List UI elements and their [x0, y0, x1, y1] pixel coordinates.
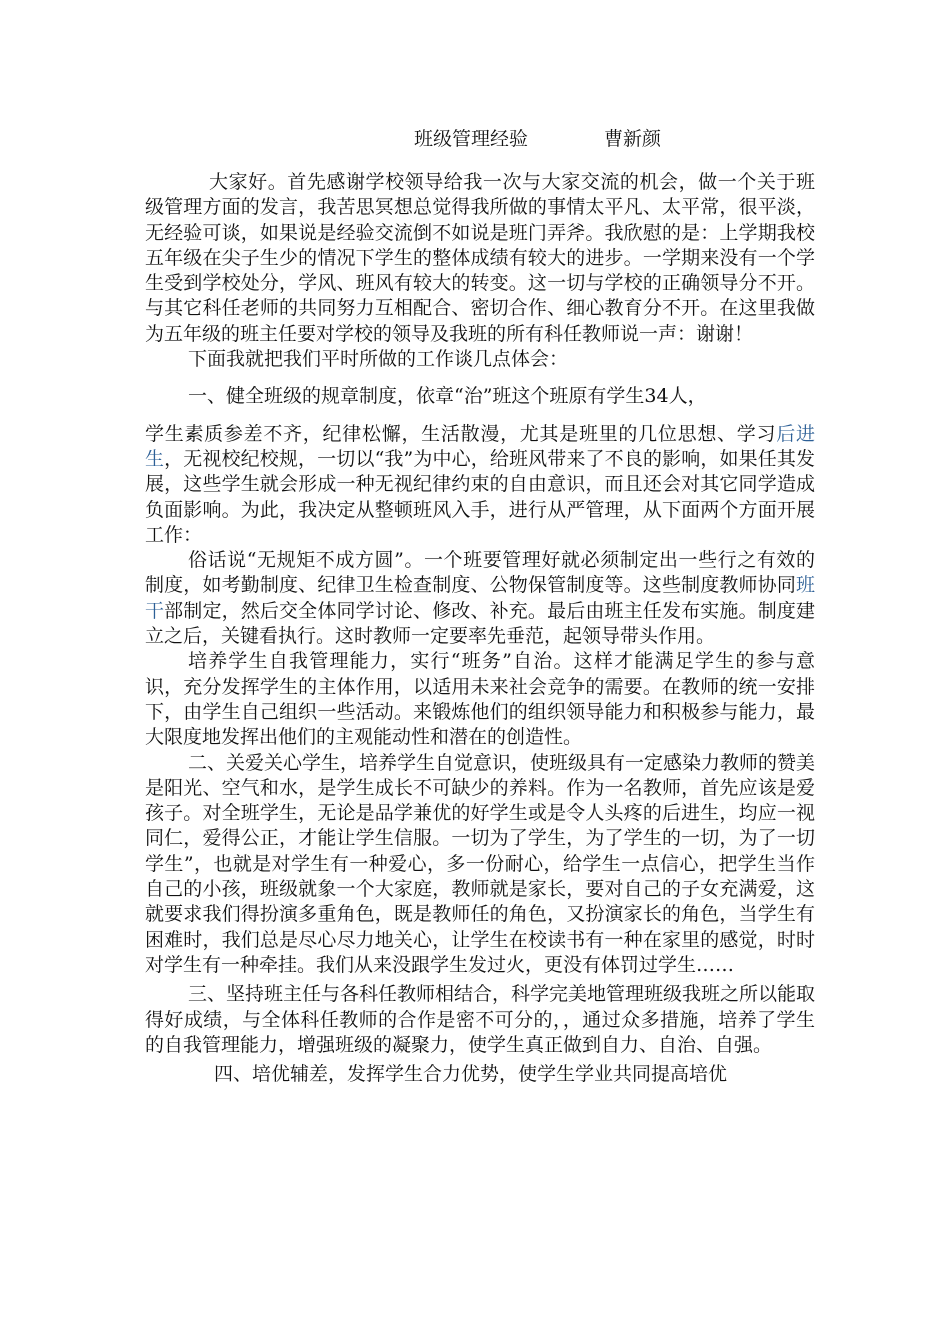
paragraph-self-management: 培养学生自我管理能力，实行“班务”自治。这样才能满足学生的参与意识，充分发挥学生的主体作用，以适用未来社会竞争的需要。在教师的统一安排下，由学生自己组织一些活动。来锻炼他们的组织领导能力和积极参与能力，最大限度地发挥出他们的主观能动性和潜在的创造性。 [145, 650, 815, 749]
paragraph-rules [145, 548, 815, 649]
paragraph-section-1-heading: 一、健全班级的规章制度，依章“治”班这个班原有学生34人， [188, 385, 707, 408]
text-run: 学生素质参差不齐，纪律松懈，生活散漫，尤其是班里的几位思想、学习 [145, 422, 777, 445]
paragraph-section-4: 四、培优辅差，发挥学生合力优势，使学生学业共同提高培优 [214, 1063, 728, 1086]
document-title-line [414, 124, 661, 151]
document-author: 曹新颜 [604, 128, 662, 150]
document-title: 班级管理经验 [414, 128, 529, 150]
paragraph-section-3: 三、坚持班主任与各科任教师相结合，科学完美地管理班级我班之所以能取得好成绩，与全体科任教师的合作是密不可分的，，通过众多措施，培养了学生的自我管理能力，增强班级的凝聚力，使学生真正做到自力、自治、自强。 [145, 983, 816, 1056]
document-body [145, 170, 815, 1087]
link-houjinsheng[interactable]: 后进生 [145, 422, 815, 470]
text-run: 俗话说“无规矩不成方圆”。一个班要管理好就必须制定出一些行之有效的制度，如考勤制度、纪律卫生检查制度、公物保管制度等。这些制度教师协同 [145, 549, 815, 597]
text-run: 部制定，然后交全体同学讨论、修改、补充。最后由班主任发布实施。制度建立之后，关键看执行。这时教师一定要率先垂范，起领导带头作用。 [145, 599, 815, 648]
paragraph-section-1-body [145, 422, 815, 548]
paragraph-intro: 大家好。首先感谢学校领导给我一次与大家交流的机会，做一个关于班级管理方面的发言，我苦思冥想总觉得我所做的事情太平凡、太平常，很平淡，无经验可谈，如果说是经验交流倒不如说是班门弄斧。我欣慰的是：上学期我校五年级在尖子生少的情况下学生的整体成绩有较大的进步。一学期来没有一个学生受到学校处分，学风、班风有较大的转变。这一切与学校的正确领导分不开。与其它科任老师的共同努力互相配合、密切合作、细心教育分不开。在这里我做为五年级的班主任要对学校的领导及我班的所有科任教师说一声：谢谢！ [145, 171, 815, 345]
text-run: ，无视校纪校规，一切以“我”为中心，给班风带来了不良的影响，如果任其发展，这些学生就会形成一种无视纪律约束的自由意识，而且还会对其它同学造成负面影响。为此，我决定从整顿班风入手，进行从严管理，从下面两个方面开展工作： [145, 447, 815, 546]
paragraph-section-2: 二、关爱关心学生，培养学生自觉意识，使班级具有一定感染力教师的赞美是阳光、空气和水，是学生成长不可缺少的养料。作为一名教师，首先应该是爱孩子。对全班学生，无论是品学兼优的好学生或是令人头疼的后进生，均应一视同仁，爱得公正，才能让学生信服。一切为了学生，为了学生的一切，为了一切学生”，也就是对学生有一种爱心，多一份耐心，给学生一点信心，把学生当作自己的小孩，班级就象一个大家庭，教师就是家长，要对自己的子女充满爱，这就要求我们得扮演多重角色，既是教师任的角色，又扮演家长的角色，当学生有困难时，我们总是尽心尽力地关心，让学生在校读书有一种在家里的感觉，时时对学生有一种牵挂。我们从来没跟学生发过火，更没有体罚过学生…… [145, 751, 816, 976]
paragraph-transition: 下面我就把我们平时所做的工作谈几点体会： [188, 348, 569, 371]
link-bangan[interactable]: 班干 [145, 574, 815, 622]
